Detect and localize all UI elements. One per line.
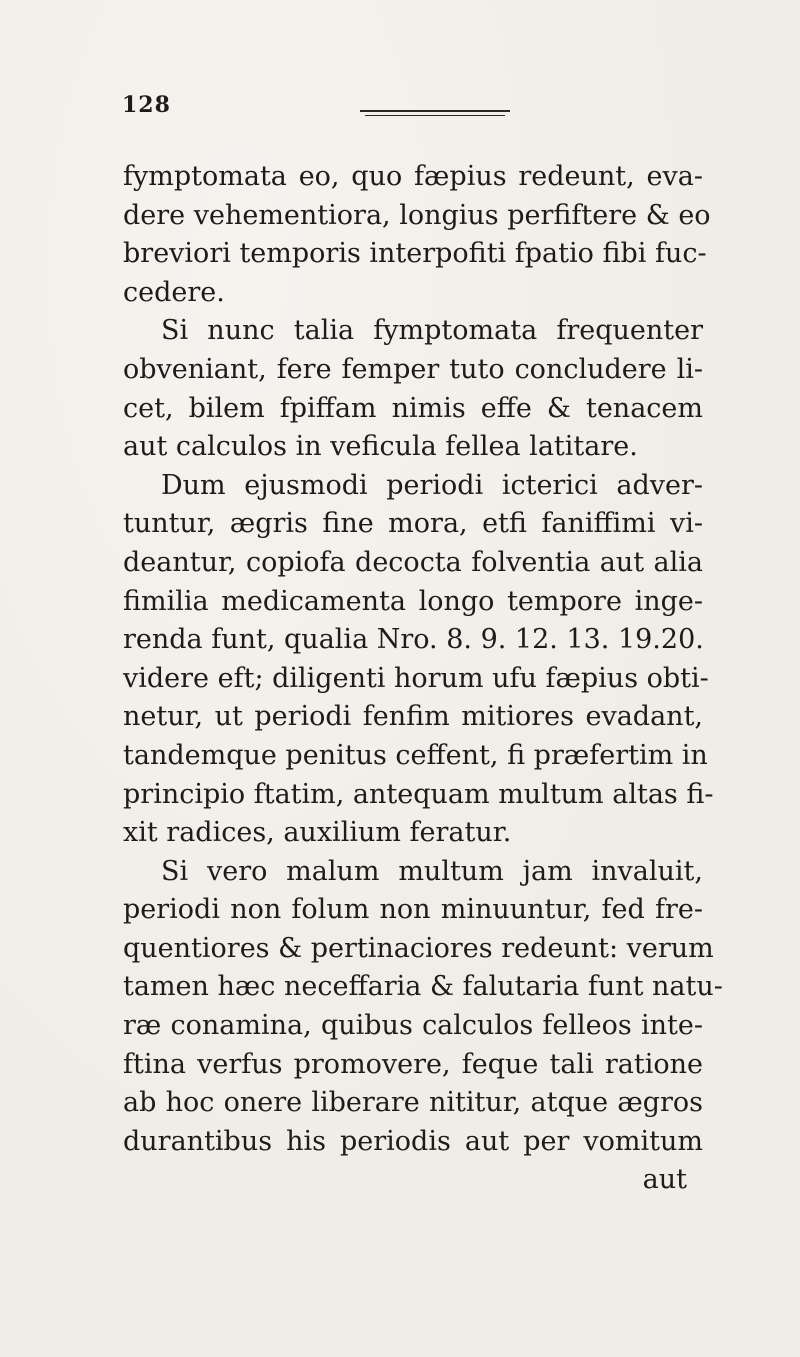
paragraph-start-line: Dum ejusmodi periodi icterici adver- <box>161 469 703 501</box>
text-line: breviori temporis interpofiti fpatio fibi fuc- <box>123 238 707 270</box>
text-line: obveniant, fere femper tuto concludere li- <box>123 353 703 385</box>
text-line: fymptomata eo, quo fæpius redeunt, eva- <box>123 161 703 192</box>
text-line: aut calculos in veficula fellea latitare. <box>123 431 638 463</box>
page-header <box>120 92 680 132</box>
header-rule-thin <box>365 115 505 116</box>
text-line: fimilia medicamenta longo tempore inge- <box>123 585 703 617</box>
paragraph-start-line: Si vero malum multum jam invaluit, <box>161 855 703 887</box>
text-line: tandemque penitus ceffent, fi præfertim in <box>123 739 708 771</box>
catchword: aut <box>642 1164 687 1196</box>
text-line: cedere. <box>123 276 225 308</box>
text-line: renda funt, qualia Nro. 8. 9. 12. 13. 19.20. <box>123 624 704 656</box>
text-line: principio ftatim, antequam multum altas fi- <box>123 778 714 810</box>
text-line: tuntur, ægris fine mora, etfi faniffimi vi- <box>123 508 703 540</box>
body-text <box>123 158 723 1200</box>
header-rule <box>360 110 510 112</box>
text-line: ab hoc onere liberare nititur, atque ægros <box>123 1087 703 1119</box>
text-line: videre eft; diligenti horum ufu fæpius obti- <box>123 662 709 694</box>
text-line: tamen hæc neceffaria & falutaria funt natu- <box>123 971 723 1003</box>
page-number: 128 <box>122 92 171 118</box>
text-line: ræ conamina, quibus calculos felleos inte- <box>123 1010 703 1042</box>
text-line: dere vehementiora, longius perfiftere & eo <box>123 199 711 231</box>
text-line: durantibus his periodis aut per vomitum <box>123 1125 703 1157</box>
text-line: xit radices, auxilium feratur. <box>123 817 512 849</box>
text-line: ftina verfus promovere, feque tali ratione <box>123 1048 703 1080</box>
text-line: quentiores & pertinaciores redeunt: verum <box>123 932 714 964</box>
text-line: cet, bilem fpiffam nimis effe & tenacem <box>123 392 703 424</box>
paragraph-start-line: Si nunc talia fymptomata frequenter <box>161 315 703 347</box>
text-line: netur, ut periodi fenfim mitiores evadant, <box>123 701 703 733</box>
text-line: deantur, copiofa decocta folventia aut alia <box>123 546 703 578</box>
text-line: periodi non folum non minuuntur, fed fre- <box>123 894 703 926</box>
